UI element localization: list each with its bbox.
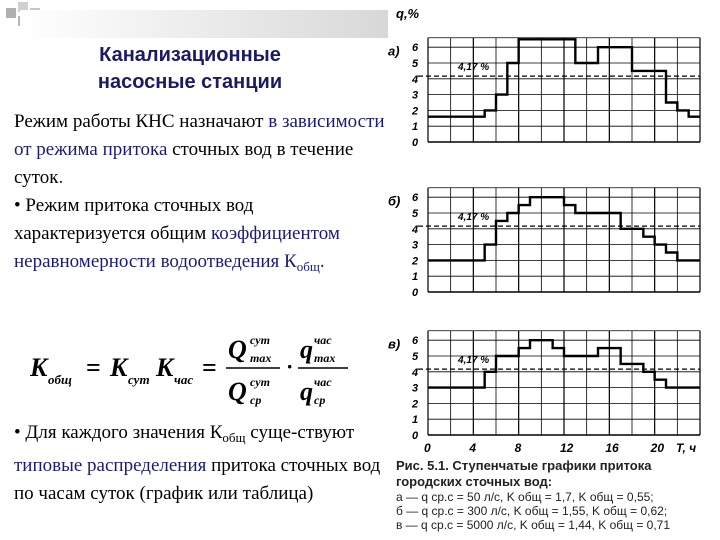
paragraph-1 <box>14 108 386 281</box>
formula-q1: Q <box>228 335 247 364</box>
p1-part1: Режим работы КНС назначают <box>14 111 269 132</box>
y-tick-label: 3 <box>412 239 419 252</box>
p3-end: притока сточных вод по часам суток (график или таблица) <box>14 455 381 504</box>
paragraph-3 <box>14 419 394 508</box>
y-tick-label: 6 <box>412 42 419 55</box>
formula-eq2: = <box>202 353 217 382</box>
caption-title: Рис. 5.1. Ступенчатые графики притока городских сточных вод: <box>396 458 652 489</box>
formula-q1-sub: max <box>250 351 272 365</box>
formula-q3-sup: сут <box>250 375 270 389</box>
y-tick-label: 5 <box>412 351 419 363</box>
x-axis-label: T, ч <box>676 441 697 455</box>
title-line-1: Канализационные <box>99 44 281 66</box>
x-tick-label: 16 <box>605 441 619 455</box>
y-tick-label: 4 <box>412 73 419 86</box>
x-tick-label: 4 <box>469 441 477 455</box>
formula-q4: q <box>300 377 313 406</box>
formula-q4-sub: ср <box>314 393 326 407</box>
p3-after: суще-ствуют <box>245 422 355 443</box>
y-axis-label: q,% <box>396 6 420 21</box>
title-bar-gradient <box>20 10 388 38</box>
y-tick-label: 3 <box>412 89 419 102</box>
p2-bullet: • Режим притока сточных вод характеризуется общим <box>14 195 254 244</box>
title-line-2: насосные станции <box>97 71 283 93</box>
y-tick-label: 1 <box>412 271 419 284</box>
x-tick-label: 8 <box>514 441 522 455</box>
y-tick-label: 0 <box>412 430 419 442</box>
formula-k1: K <box>110 353 128 382</box>
y-tick-label: 0 <box>412 137 419 149</box>
formula-q4-sup: час <box>314 375 332 389</box>
formula-q2-sup: час <box>314 333 332 347</box>
caption-line-c: в — q ср.с = 5000 л/с, K общ = 1,44, K общ = 0,71 <box>396 518 671 532</box>
panel-letter: в) <box>388 336 401 352</box>
formula-q2: q <box>300 335 313 364</box>
y-tick-label: 5 <box>412 58 419 70</box>
y-tick-label: 3 <box>412 382 419 395</box>
y-tick-label: 4 <box>412 366 419 379</box>
formula-q1-sup: сут <box>250 333 270 347</box>
p2-blue: коэффициентом неравномерности водоотведения К <box>14 223 340 272</box>
y-tick-label: 2 <box>412 105 419 118</box>
caption-line-b: б — q ср.с = 300 л/с, K общ = 1,55, K общ = 0,62; <box>396 504 668 518</box>
p2-sub: общ <box>296 259 320 274</box>
average-label: 4,17 % <box>458 212 490 224</box>
formula-q3: Q <box>228 377 247 406</box>
y-tick-label: 6 <box>412 335 419 348</box>
formula-k2-sub: час <box>174 372 194 387</box>
average-label: 4,17 % <box>458 355 490 367</box>
p3-blue: типовые распределения <box>14 455 207 476</box>
formula-q2-sub: max <box>314 351 336 365</box>
p1-part2: в зависимости от режима притока <box>14 111 385 160</box>
formula-q3-sub: ср <box>250 393 262 407</box>
x-tick-label: 0 <box>424 441 431 455</box>
y-tick-label: 2 <box>412 398 419 411</box>
average-label: 4,17 % <box>458 62 490 74</box>
formula-eq1: = <box>86 353 101 382</box>
y-tick-label: 6 <box>412 192 419 205</box>
p1-part3: сточных вод в течение суток <box>14 139 354 188</box>
y-tick-label: 1 <box>412 414 419 427</box>
panel-letter: б) <box>388 193 401 209</box>
p3-bullet: • Для каждого значения К <box>14 422 223 443</box>
slide-title <box>40 42 340 96</box>
formula-lhs-sub: общ <box>48 372 72 387</box>
x-tick-label: 20 <box>650 441 665 455</box>
figure-caption <box>396 458 716 532</box>
k-general-formula <box>30 330 360 410</box>
y-tick-label: 0 <box>412 287 419 299</box>
x-tick-label: 12 <box>560 441 574 455</box>
formula-k2: K <box>156 353 174 382</box>
panel-letter: а) <box>388 43 400 59</box>
y-tick-label: 2 <box>412 255 419 268</box>
p2-end: . <box>319 251 325 272</box>
formula-dot: · <box>286 354 294 379</box>
caption-line-a: а — q ср.с = 50 л/с, K общ = 1,7, K общ = 0,55; <box>396 490 654 504</box>
y-tick-label: 5 <box>412 208 419 220</box>
y-tick-label: 1 <box>412 121 419 134</box>
inflow-step-charts <box>380 0 720 460</box>
y-tick-label: 4 <box>412 223 419 236</box>
p3-sub: общ <box>222 430 246 445</box>
formula-k1-sub: сут <box>128 372 150 387</box>
formula-lhs: K <box>30 353 48 382</box>
p1-part4: . <box>58 167 64 188</box>
